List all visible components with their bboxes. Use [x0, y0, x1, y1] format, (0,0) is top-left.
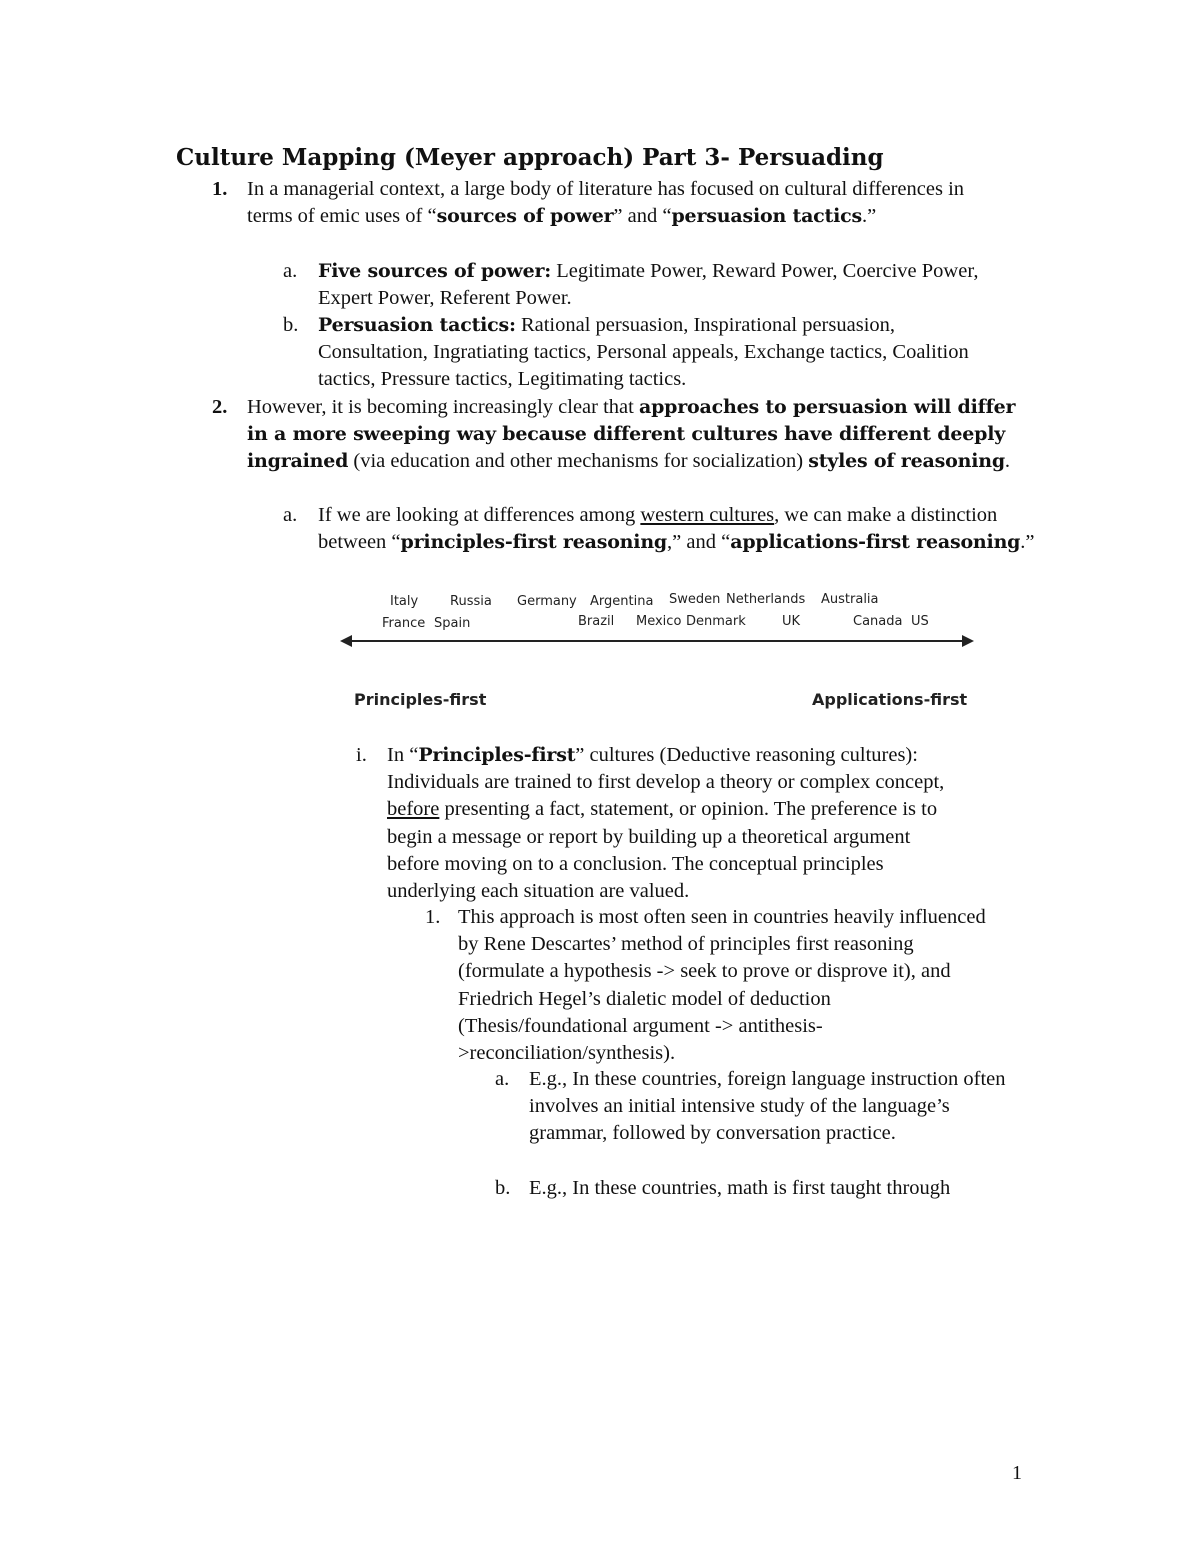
text-run: However, it is becoming increasingly clear that — [247, 396, 639, 418]
scale-axis-line — [350, 640, 964, 642]
scale-label: Netherlands — [726, 592, 806, 607]
list-marker: i. — [356, 744, 367, 766]
scale-label: France — [382, 616, 426, 631]
scale-label: Russia — [450, 594, 492, 609]
text-run: ” and “ — [613, 205, 672, 228]
scale-label: Brazil — [578, 614, 615, 629]
text-run: ” cultures (Deductive reasoning cultures): Individuals are trained to first develop a theory or complex concept, — [387, 744, 945, 794]
scale-label: Argentina — [590, 594, 654, 609]
page-title: Culture Mapping (Meyer approach) Part 3- Persuading — [176, 144, 884, 171]
text-run: In a managerial context, a large body of literature has focused on cultural differences in terms of emic uses of “ — [247, 178, 965, 228]
scale-label: Denmark — [686, 614, 746, 629]
paragraph — [247, 394, 1037, 476]
bold-term: applications-first reasoning — [730, 531, 1021, 554]
text-run: (via education and other mechanisms for socialization) — [348, 450, 809, 473]
reasoning-scale-figure — [340, 588, 974, 713]
list-marker: a. — [283, 504, 298, 526]
paragraph — [318, 502, 1038, 556]
scale-label: Canada — [853, 614, 903, 629]
list-marker: 1. — [212, 178, 228, 200]
scale-label: Germany — [517, 594, 577, 609]
text-run: presenting a fact, statement, or opinion. The preference is to begin a message or report by building up a theoretical argument before moving on to a conclusion. The conceptual principles underlying each situation are valued. — [387, 798, 938, 903]
bold-term: sources of power — [436, 205, 614, 228]
bold-term: styles of reasoning — [808, 450, 1005, 473]
text-run: In “ — [387, 744, 419, 766]
underlined-term: western cultures — [640, 504, 775, 526]
paragraph: This approach is most often seen in countries heavily influenced by Rene Descartes’ method of principles first reasoning (formulate a hypothesis -> seek to prove or disprove it), and Friedrich Hegel’s dialetic model of deduction (Thesis/foundational argument -> antithesis->reconciliation/synthesis). — [458, 906, 986, 1065]
text-run: ,” and “ — [667, 531, 731, 554]
list-marker: a. — [283, 260, 298, 282]
bold-term: approaches to persuasion will differ in a more sweeping way because different cultures have different deeply ingrained — [247, 396, 1016, 473]
text-run: . — [1004, 450, 1011, 473]
list-marker: a. — [495, 1068, 510, 1090]
scale-label: Spain — [434, 616, 471, 631]
scale-label: Italy — [390, 594, 419, 609]
paragraph — [318, 258, 988, 312]
text-run: .” — [1020, 531, 1035, 554]
bold-term: principles-first reasoning — [400, 531, 668, 554]
list-marker: b. — [495, 1177, 511, 1199]
paragraph — [387, 742, 957, 905]
scale-label: US — [911, 614, 929, 629]
bold-term: persuasion tactics — [671, 205, 863, 228]
bold-term: Persuasion tactics: — [318, 314, 516, 336]
list-marker: 1. — [425, 906, 441, 928]
scale-right-end-label: Applications-first — [812, 690, 968, 709]
list-marker: b. — [283, 314, 299, 336]
text-run: Rational persuasion, Inspirational persuasion, Consultation, Ingratiating tactics, Personal appeals, Exchange tactics, Coalition tactics, Pressure tactics, Legitimating tactics. — [318, 314, 969, 391]
scale-label: UK — [782, 614, 801, 629]
scale-label: Mexico — [636, 614, 682, 629]
paragraph: E.g., In these countries, foreign language instruction often involves an initial intensive study of the language’s grammar, followed by conversation practice. — [529, 1068, 1006, 1145]
paragraph — [247, 176, 967, 230]
bold-term: Principles-first — [418, 744, 576, 766]
scale-label: Australia — [821, 592, 879, 607]
list-marker: 2. — [212, 396, 228, 418]
paragraph: E.g., In these countries, math is first taught through — [529, 1177, 951, 1199]
scale-left-end-label: Principles-first — [354, 690, 487, 709]
text-run: If we are looking at differences among — [318, 504, 641, 526]
underlined-term: before — [387, 798, 440, 821]
scale-label: Sweden — [669, 592, 721, 607]
text-run: Legitimate Power, Reward Power, Coercive Power, Expert Power, Referent Power. — [318, 260, 979, 310]
bold-term: Five sources of power: — [318, 260, 552, 282]
paragraph — [318, 312, 988, 394]
text-run: .” — [862, 205, 877, 228]
page-number: 1 — [1012, 1462, 1022, 1484]
text-run: , we can make a distinction between “ — [318, 504, 998, 554]
right-arrowhead-icon — [962, 635, 974, 647]
